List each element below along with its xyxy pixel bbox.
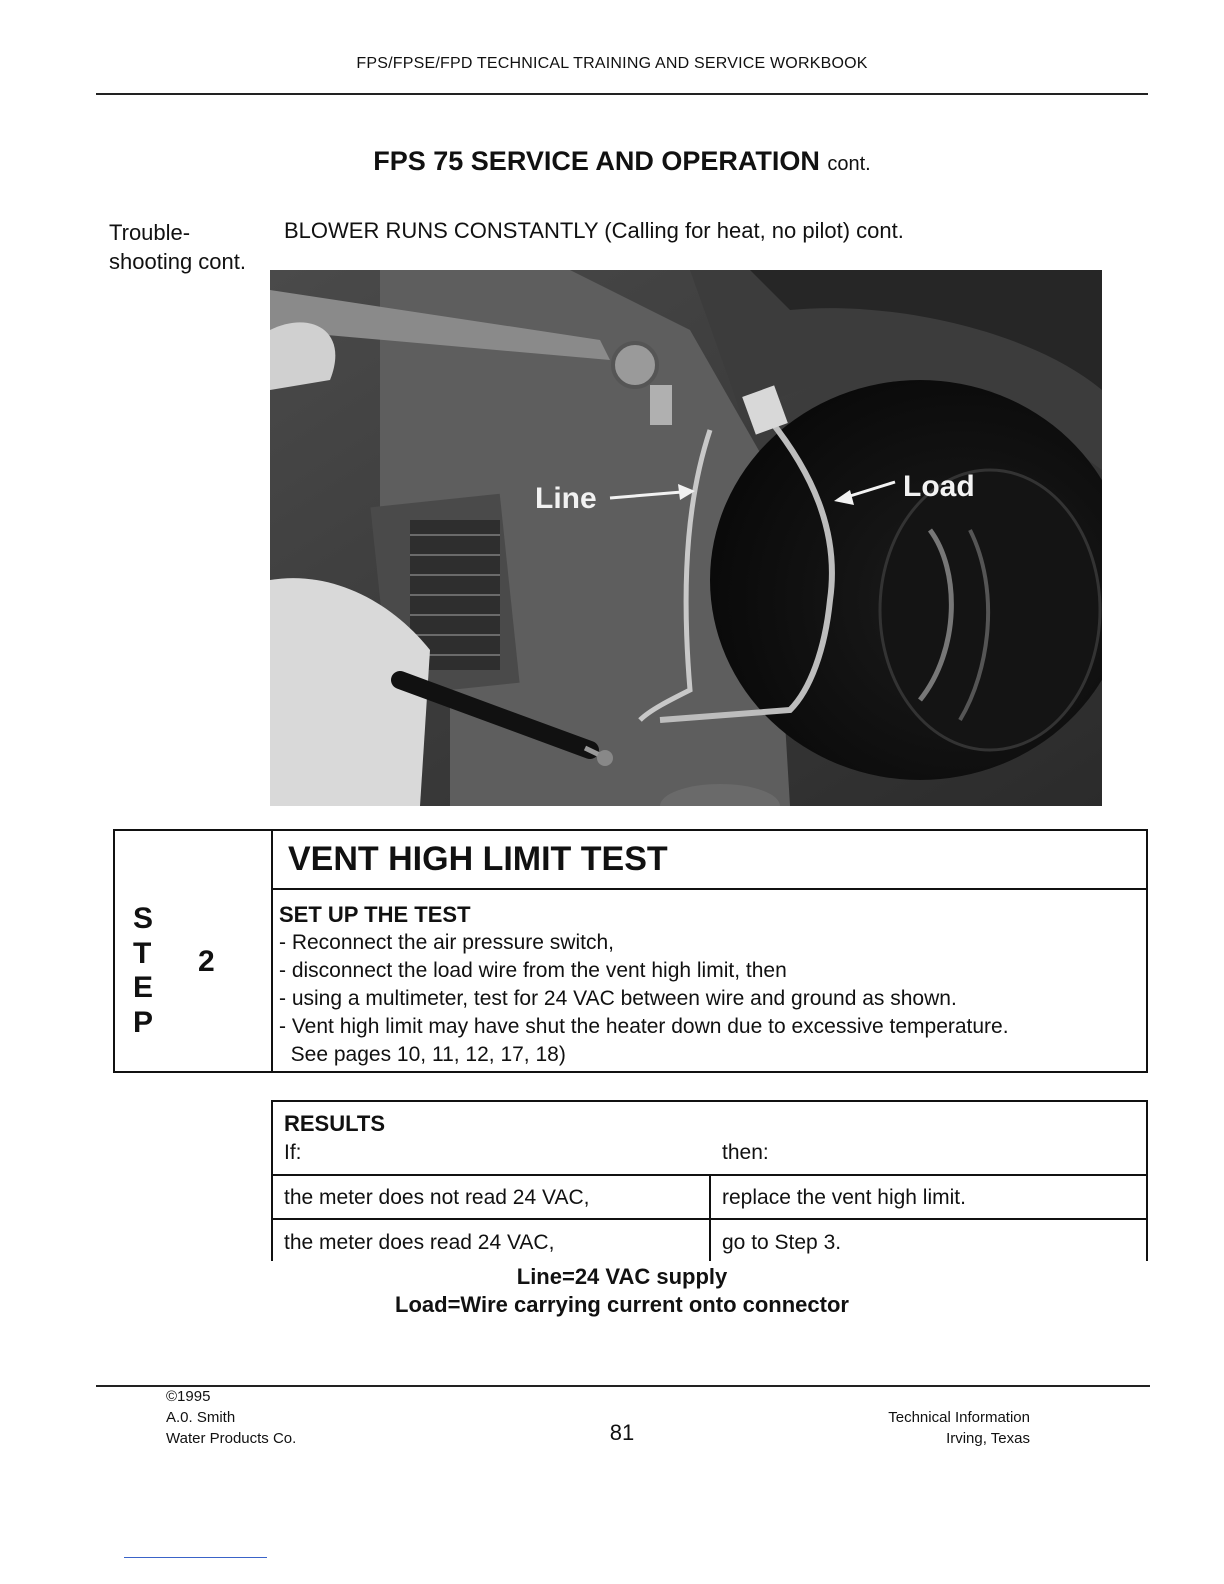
setup-instructions xyxy=(279,929,1009,1069)
results-cell-if: the meter does read 24 VAC, xyxy=(284,1231,555,1254)
setup-line: - disconnect the load wire from the vent high limit, then xyxy=(279,959,787,982)
side-label-line1: Trouble- xyxy=(109,220,191,245)
setup-line: - using a multimeter, test for 24 VAC between wire and ground as shown. xyxy=(279,987,957,1010)
footer-department: Technical Information xyxy=(888,1409,1030,1426)
setup-line: See pages 10, 11, 12, 17, 18) xyxy=(279,1043,566,1066)
step-divider xyxy=(271,829,273,1073)
section-title-text: FPS 75 SERVICE AND OPERATION xyxy=(373,146,820,176)
company-name: A.0. Smith xyxy=(166,1409,236,1426)
scan-mark xyxy=(124,1557,267,1558)
results-column-divider xyxy=(709,1174,711,1261)
step-title-divider xyxy=(271,888,1148,890)
setup-line: - Vent high limit may have shut the heater down due to excessive temperature. xyxy=(279,1015,1009,1038)
photo-label-load: Load xyxy=(903,470,975,503)
section-title xyxy=(0,146,1224,177)
results-heading: RESULTS xyxy=(284,1111,386,1136)
step-number: 2 xyxy=(198,945,215,978)
step-letter: E xyxy=(133,971,154,1004)
results-cell-then: replace the vent high limit. xyxy=(722,1186,966,1209)
setup-line: - Reconnect the air pressure switch, xyxy=(279,931,614,954)
results-if-label: If: xyxy=(284,1141,302,1164)
results-then-label: then: xyxy=(722,1141,769,1164)
header-rule xyxy=(96,93,1148,95)
setup-heading: SET UP THE TEST xyxy=(279,902,471,927)
side-label-line2: shooting cont. xyxy=(109,249,246,274)
footer-location: Irving, Texas xyxy=(946,1430,1030,1447)
company-division: Water Products Co. xyxy=(166,1430,297,1447)
photo-label-line: Line xyxy=(535,482,597,515)
photo-illustration xyxy=(270,270,1102,806)
step-letter: S xyxy=(133,902,154,935)
test-title: VENT HIGH LIMIT TEST xyxy=(288,840,668,878)
page-number: 81 xyxy=(609,1420,635,1445)
caption-line: Line=24 VAC supply xyxy=(516,1264,728,1289)
side-label xyxy=(109,218,246,276)
subheading: BLOWER RUNS CONSTANTLY (Calling for heat, no pilot) cont. xyxy=(284,218,904,243)
step-label xyxy=(133,902,163,1040)
step-letter: T xyxy=(133,936,152,970)
caption-load: Load=Wire carrying current onto connector xyxy=(395,1292,849,1317)
section-title-suffix: cont. xyxy=(827,153,871,175)
multimeter-test-photo xyxy=(270,270,1102,806)
step-letter: P xyxy=(133,1005,154,1039)
copyright: ©1995 xyxy=(166,1388,211,1405)
results-cell-if: the meter does not read 24 VAC, xyxy=(284,1186,590,1209)
footer-right xyxy=(820,1407,1030,1449)
running-header: FPS/FPSE/FPD TECHNICAL TRAINING AND SERVICE WORKBOOK xyxy=(356,55,868,72)
results-cell-then: go to Step 3. xyxy=(722,1231,842,1254)
